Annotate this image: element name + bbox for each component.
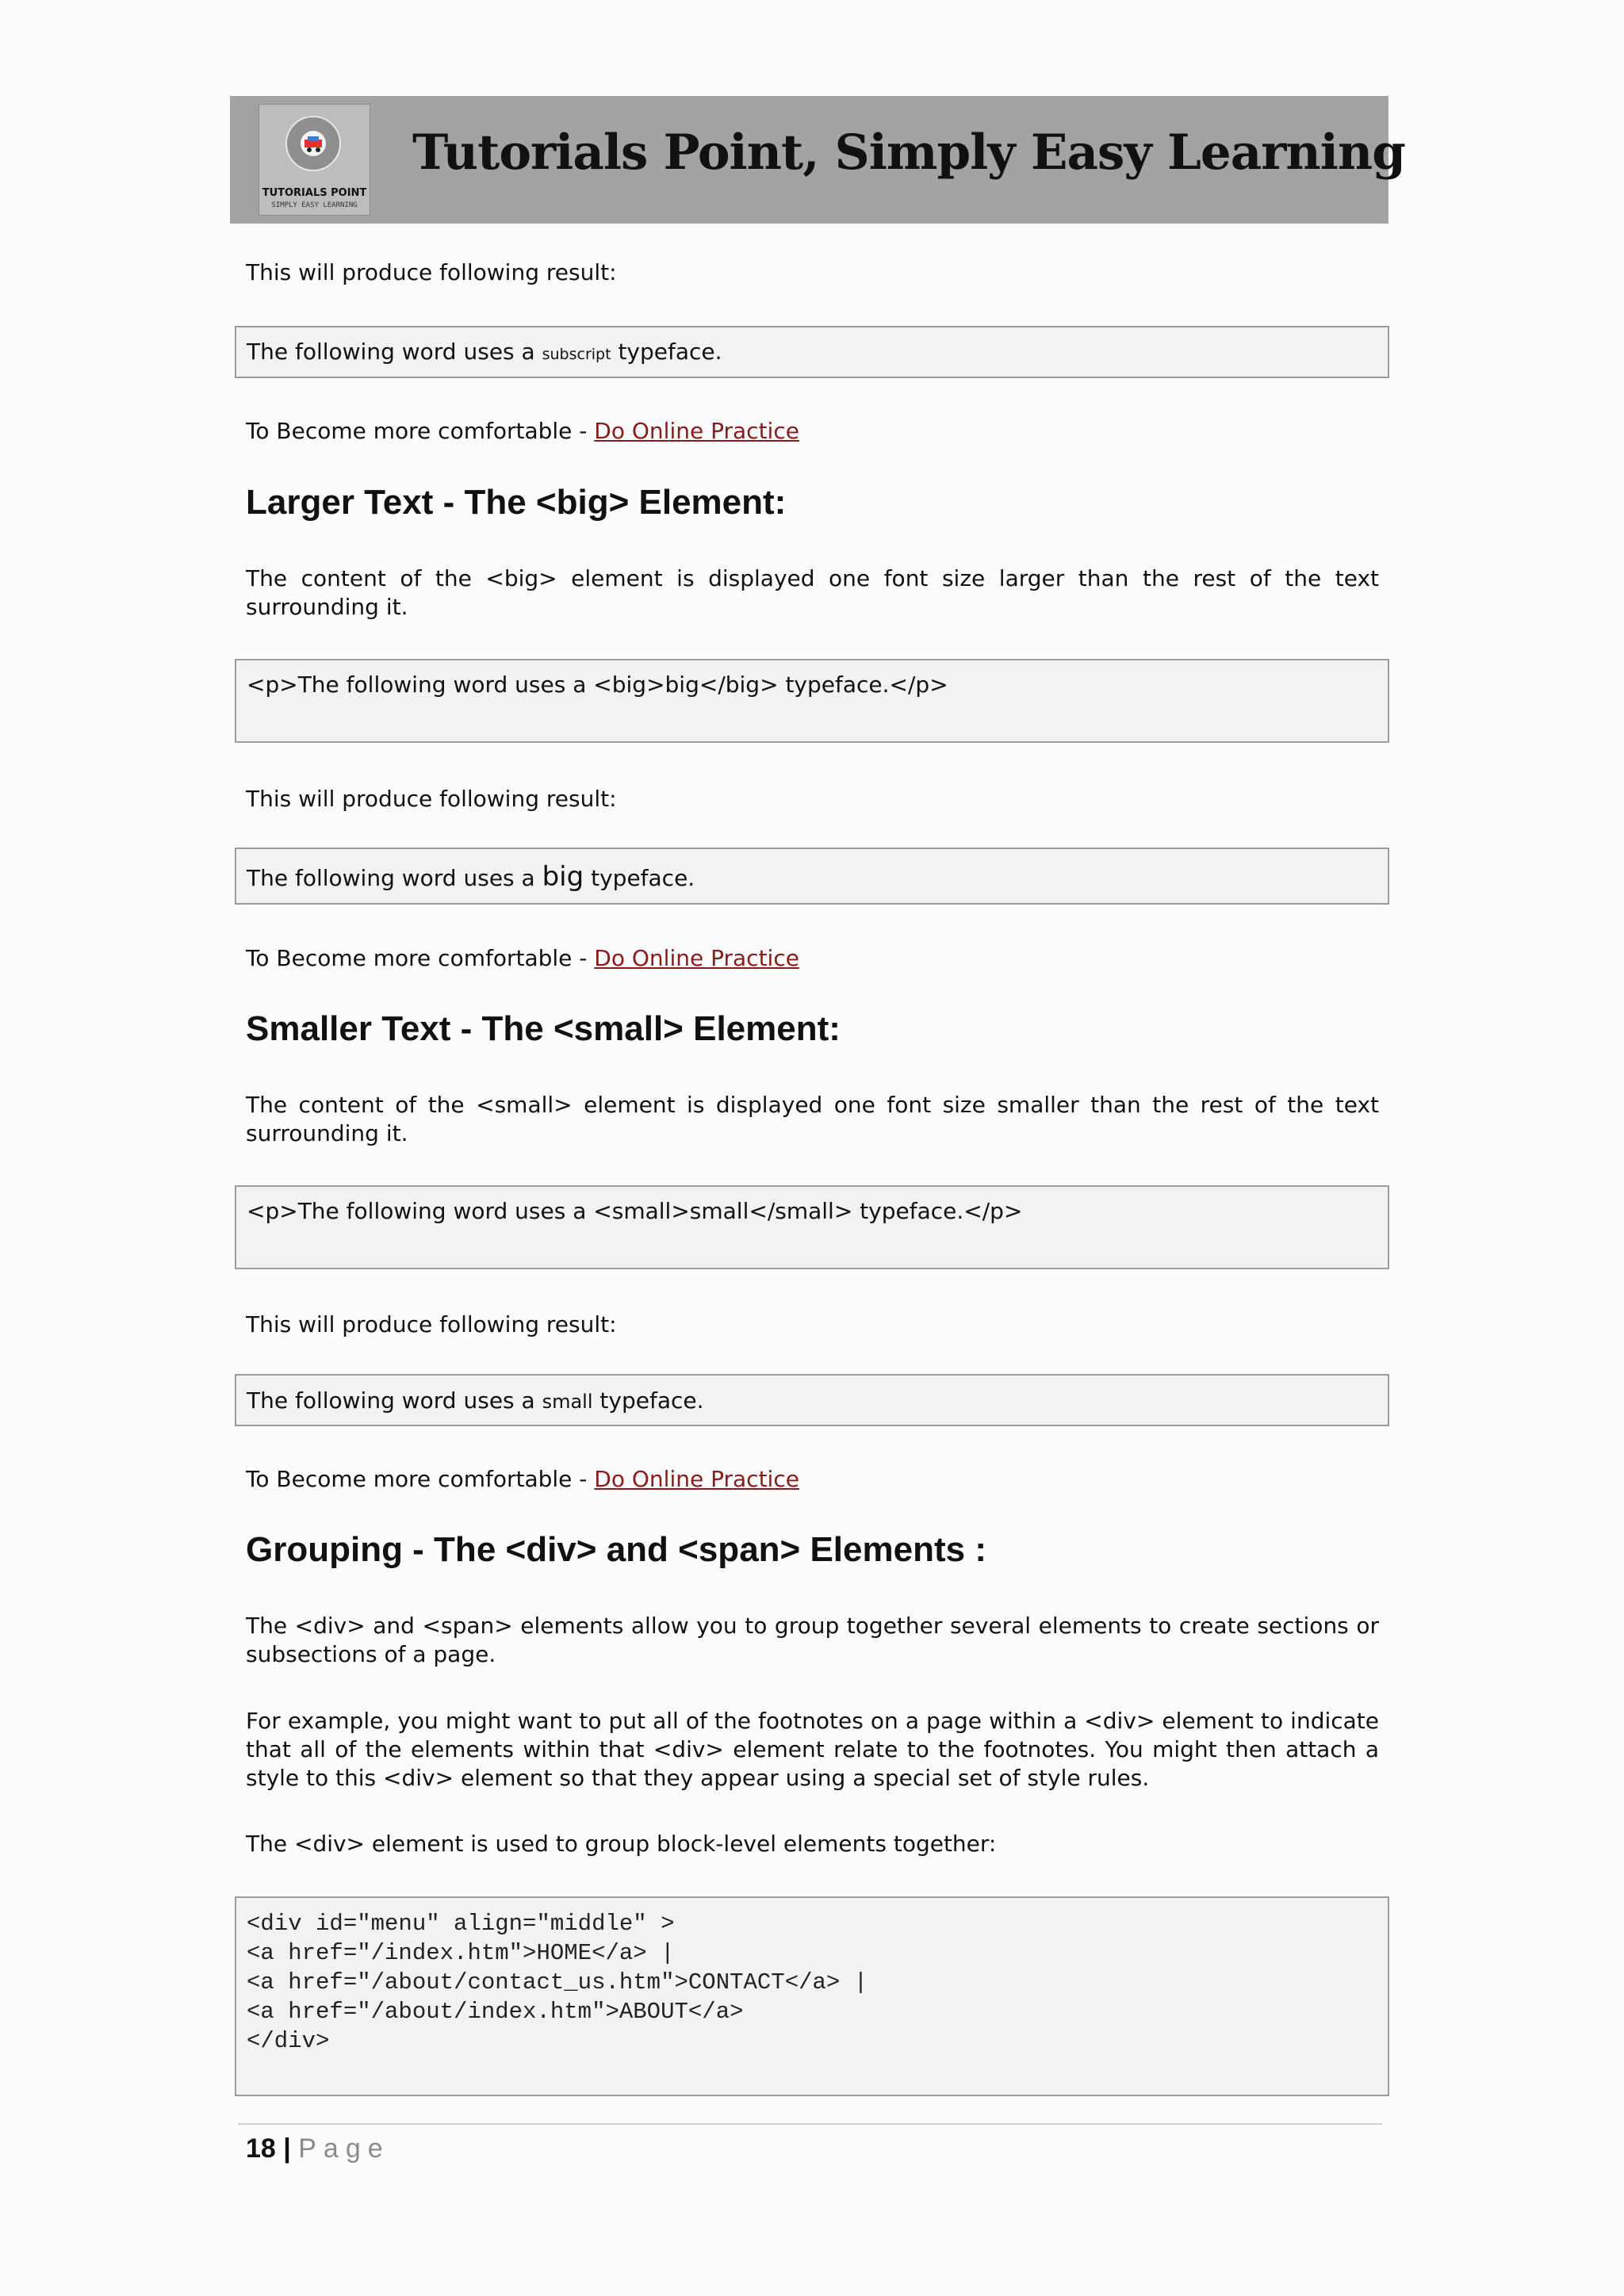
section-heading-small: Smaller Text - The <small> Element: bbox=[246, 1009, 841, 1048]
result-box-small bbox=[235, 1374, 1389, 1426]
result-intro: This will produce following result: bbox=[246, 786, 617, 812]
code-text: <p>The following word uses a <small>small</small> typeface.</p> bbox=[247, 1198, 1023, 1224]
code-line: <div id="menu" align="middle" > bbox=[247, 1911, 675, 1937]
grouping-paragraph-1: The <div> and <span> elements allow you to group together several elements to create sections or subsections of a page. bbox=[246, 1613, 1379, 1667]
grouping-paragraph-3: The <div> element is used to group block-level elements together: bbox=[246, 1831, 997, 1857]
result-intro: This will produce following result: bbox=[246, 259, 617, 285]
logo-tagline: SIMPLY EASY LEARNING bbox=[271, 201, 358, 209]
practice-line: To Become more comfortable - Do Online Practice bbox=[246, 1466, 799, 1492]
code-box-div bbox=[235, 1896, 1389, 2096]
footer-divider bbox=[238, 2123, 1382, 2125]
logo-emblem bbox=[285, 116, 341, 171]
header-title: Tutorials Point, Simply Easy Learning bbox=[412, 124, 1405, 181]
do-online-practice-link[interactable]: Do Online Practice bbox=[594, 945, 799, 971]
code-line: <a href="/index.htm">HOME</a> | bbox=[247, 1940, 675, 1966]
page-label: Page bbox=[298, 2133, 390, 2164]
tutorials-point-logo bbox=[259, 104, 370, 216]
big-description: The content of the <big> element is displayed one font size larger than the rest of the text surrounding it. bbox=[246, 565, 1379, 620]
footer-separator: | bbox=[283, 2133, 291, 2164]
code-box-big bbox=[235, 659, 1389, 743]
result-text: The following word uses a big typeface. bbox=[247, 861, 695, 893]
page-header bbox=[230, 96, 1405, 224]
code-line: <a href="/about/contact_us.htm">CONTACT</a> | bbox=[247, 1969, 868, 1996]
code-text: <p>The following word uses a <big>big</big> typeface.</p> bbox=[247, 672, 948, 698]
section-heading-grouping: Grouping - The <div> and <span> Elements : bbox=[246, 1530, 986, 1569]
practice-line: To Become more comfortable - Do Online Practice bbox=[246, 945, 799, 971]
practice-line: To Become more comfortable - Do Online Practice bbox=[246, 418, 799, 444]
small-description: The content of the <small> element is displayed one font size smaller than the rest of the text surrounding it. bbox=[246, 1092, 1379, 1146]
result-text: The following word uses a small typeface. bbox=[247, 1387, 704, 1414]
code-box-small bbox=[235, 1185, 1389, 1269]
page-number: 18 bbox=[246, 2133, 276, 2164]
section-heading-big: Larger Text - The <big> Element: bbox=[246, 483, 787, 522]
logo-name: TUTORIALS POINT bbox=[262, 187, 367, 199]
code-line: </div> bbox=[247, 2028, 330, 2054]
code-line: <a href="/about/index.htm">ABOUT</a> bbox=[247, 1999, 744, 2025]
result-box-subscript bbox=[235, 326, 1389, 378]
result-text: The following word uses a subscript typeface. bbox=[247, 339, 722, 365]
do-online-practice-link[interactable]: Do Online Practice bbox=[594, 418, 799, 444]
result-intro: This will produce following result: bbox=[246, 1311, 617, 1337]
page-footer bbox=[246, 2131, 390, 2166]
code-block bbox=[247, 1909, 868, 2056]
grouping-paragraph-2: For example, you might want to put all of the footnotes on a page within a <div> element to indicate that all of the elements within that <div> element relate to the footnotes. You might then attach a style to this <div> element so that they appear using a special set of style rules. bbox=[246, 1708, 1379, 1791]
do-online-practice-link[interactable]: Do Online Practice bbox=[594, 1466, 799, 1492]
result-box-big bbox=[235, 848, 1389, 905]
